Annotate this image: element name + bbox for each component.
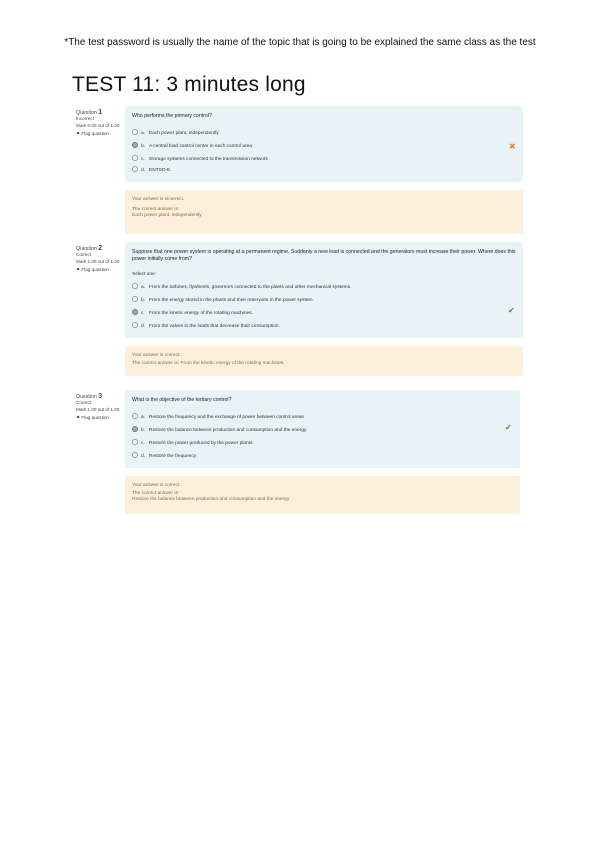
correct-answer-label: The correct answer is: [132, 491, 180, 497]
question-status: Correct [76, 252, 92, 258]
question-mark: Mark 0.00 out of 1.00 [76, 122, 120, 128]
feedback-box [125, 190, 523, 234]
answer-option[interactable]: c. From the kinetic energy of the rotating machines. [132, 309, 253, 317]
flag-icon: ⚑ [76, 267, 81, 273]
answer-option[interactable]: b. From the energy stored in the plants and their reservoirs in the power system. [132, 296, 314, 304]
correct-answer: Restore the balance between production and consumption and the energy [132, 497, 290, 503]
radio-button[interactable] [132, 166, 138, 172]
feedback-result: Your answer is correct. [132, 483, 181, 488]
question-info [76, 110, 122, 138]
question-content [125, 106, 523, 182]
question-2 [72, 242, 532, 377]
answer-option[interactable]: c. Storage systems connected to the transmission network [132, 155, 268, 163]
question-number: Question 2 [76, 245, 103, 252]
answer-option[interactable]: a. Restore the frequency and the exchange of power between control areas [132, 413, 304, 421]
radio-button[interactable] [132, 309, 138, 315]
answer-option[interactable]: d. Restore the frequency [132, 452, 196, 460]
question-mark: Mark 1.00 out of 1.00 [76, 258, 120, 264]
answer-option[interactable]: d. ENTSO-E [132, 166, 170, 174]
radio-button[interactable] [132, 439, 138, 445]
radio-button[interactable] [132, 283, 138, 289]
radio-button[interactable] [132, 129, 138, 135]
question-number: Question 1 [76, 109, 103, 116]
question-mark: Mark 1.00 out of 1.00 [76, 406, 120, 412]
flag-icon: ⚑ [76, 415, 81, 421]
correct-answer-label: The correct answer is: [132, 207, 180, 213]
question-text: What is the objective of the tertiary control? [132, 397, 232, 403]
flag-icon: ⚑ [76, 131, 81, 137]
answer-option[interactable]: a. From the turbines, flywheels, governors connected to the plants and other mechanical systems. [132, 283, 351, 291]
question-status: Incorrect [76, 116, 94, 122]
correct-answer-label: The correct answer is: From the kinetic energy of the rotating machines. [132, 361, 285, 367]
question-info [76, 394, 122, 422]
check-icon: ✔ [508, 306, 515, 315]
question-3 [72, 390, 532, 520]
page-title: TEST 11: 3 minutes long [72, 73, 306, 96]
radio-button[interactable] [132, 322, 138, 328]
question-status: Correct [76, 400, 92, 406]
feedback-box [125, 346, 523, 376]
question-number: Question 3 [76, 393, 103, 400]
flag-question-link[interactable]: ⚑ Flag question [76, 267, 109, 273]
flag-question-link[interactable]: ⚑ Flag question [76, 415, 109, 421]
select-one-label: Select one: [132, 272, 157, 277]
radio-button[interactable] [132, 452, 138, 458]
feedback-result: Your answer is incorrect. [132, 197, 185, 202]
question-content [125, 242, 523, 338]
radio-button[interactable] [132, 296, 138, 302]
radio-button[interactable] [132, 155, 138, 161]
answer-option[interactable]: a. Each power plant, independently [132, 129, 219, 137]
radio-button[interactable] [132, 426, 138, 432]
answer-option[interactable]: c. Restore the power produced by the power plants [132, 439, 252, 447]
question-text: Who performs the primary control? [132, 113, 212, 119]
question-content [125, 390, 520, 468]
radio-button[interactable] [132, 413, 138, 419]
correct-answer: Each power plant, independently [132, 213, 202, 219]
answer-option[interactable]: b. Restore the balance between production and consumption and the energy [132, 426, 306, 434]
x-icon: ✖ [509, 142, 516, 151]
question-info [76, 246, 122, 274]
check-icon: ✔ [505, 423, 512, 432]
radio-button[interactable] [132, 142, 138, 148]
feedback-box [125, 476, 520, 514]
question-1 [72, 106, 532, 236]
password-note: *The test password is usually the name of the topic that is going to be explained the same class as the test [64, 37, 536, 48]
question-text: Suppose that one power system is operating at a permanent regime. Suddenly a new load is connected and the generators must increase their power. Where does this power initially come from? [132, 249, 516, 262]
feedback-result: Your answer is correct. [132, 353, 181, 358]
answer-option[interactable]: d. From the valves in the loads that decrease their consumption. [132, 322, 280, 330]
answer-option[interactable]: b. A central load control center in each control area [132, 142, 252, 150]
flag-question-link[interactable]: ⚑ Flag question [76, 131, 109, 137]
